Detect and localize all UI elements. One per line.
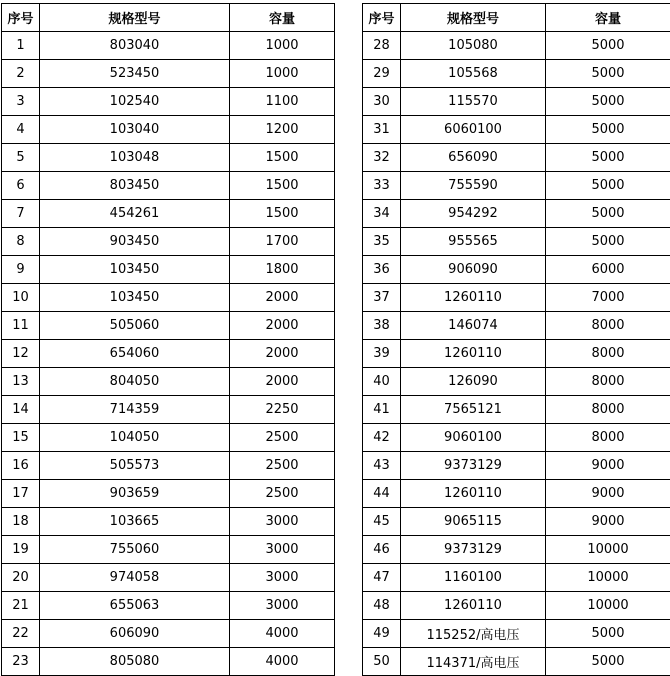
table-body-right — [363, 32, 670, 676]
cell-index: 16 — [2, 452, 40, 480]
cell-capacity: 1000 — [230, 60, 335, 88]
cell-index: 31 — [363, 116, 401, 144]
cell-index: 20 — [2, 564, 40, 592]
cell-index: 19 — [2, 536, 40, 564]
table-row — [2, 32, 335, 60]
cell-index: 46 — [363, 536, 401, 564]
table-row — [2, 564, 335, 592]
spec-table-left — [1, 3, 335, 676]
cell-index: 41 — [363, 396, 401, 424]
cell-capacity: 5000 — [546, 228, 670, 256]
cell-index: 35 — [363, 228, 401, 256]
cell-model: 974058 — [40, 564, 230, 592]
cell-model: 9060100 — [401, 424, 546, 452]
cell-capacity: 1800 — [230, 256, 335, 284]
cell-capacity: 5000 — [546, 32, 670, 60]
cell-model: 104050 — [40, 424, 230, 452]
cell-capacity: 9000 — [546, 480, 670, 508]
cell-index: 29 — [363, 60, 401, 88]
cell-capacity: 8000 — [546, 340, 670, 368]
cell-model: 103048 — [40, 144, 230, 172]
cell-model: 1160100 — [401, 564, 546, 592]
table-row — [2, 480, 335, 508]
cell-index: 37 — [363, 284, 401, 312]
cell-model: 9373129 — [401, 536, 546, 564]
cell-capacity: 5000 — [546, 60, 670, 88]
table-row — [2, 592, 335, 620]
table-row — [363, 452, 670, 480]
cell-model: 755590 — [401, 172, 546, 200]
cell-capacity: 5000 — [546, 200, 670, 228]
table-row — [363, 396, 670, 424]
cell-model: 1260110 — [401, 480, 546, 508]
cell-model: 105568 — [401, 60, 546, 88]
cell-capacity: 2500 — [230, 452, 335, 480]
cell-model: 606090 — [40, 620, 230, 648]
table-row — [2, 508, 335, 536]
cell-capacity: 4000 — [230, 648, 335, 676]
table-row — [363, 592, 670, 620]
header-model: 规格型号 — [40, 4, 230, 32]
cell-capacity: 5000 — [546, 648, 670, 676]
table-row — [2, 424, 335, 452]
table-row — [363, 116, 670, 144]
table-row — [2, 536, 335, 564]
cell-model: 755060 — [40, 536, 230, 564]
cell-index: 3 — [2, 88, 40, 116]
cell-index: 45 — [363, 508, 401, 536]
cell-model: 114371/高电压 — [401, 648, 546, 676]
cell-index: 17 — [2, 480, 40, 508]
cell-index: 5 — [2, 144, 40, 172]
cell-index: 42 — [363, 424, 401, 452]
table-row — [2, 368, 335, 396]
table-row — [363, 368, 670, 396]
cell-capacity: 1700 — [230, 228, 335, 256]
cell-capacity: 1500 — [230, 172, 335, 200]
cell-index: 36 — [363, 256, 401, 284]
cell-index: 15 — [2, 424, 40, 452]
cell-capacity: 9000 — [546, 452, 670, 480]
table-row — [2, 620, 335, 648]
table-row — [2, 340, 335, 368]
header-index: 序号 — [363, 4, 401, 32]
cell-capacity: 3000 — [230, 508, 335, 536]
table-row — [363, 340, 670, 368]
cell-model: 454261 — [40, 200, 230, 228]
table-row — [363, 648, 670, 676]
cell-index: 8 — [2, 228, 40, 256]
table-row — [363, 256, 670, 284]
cell-index: 2 — [2, 60, 40, 88]
cell-index: 22 — [2, 620, 40, 648]
cell-model: 803040 — [40, 32, 230, 60]
cell-capacity: 2500 — [230, 424, 335, 452]
cell-capacity: 1200 — [230, 116, 335, 144]
cell-capacity: 5000 — [546, 88, 670, 116]
cell-capacity: 6000 — [546, 256, 670, 284]
table-row — [363, 312, 670, 340]
cell-model: 714359 — [40, 396, 230, 424]
cell-model: 103040 — [40, 116, 230, 144]
cell-index: 48 — [363, 592, 401, 620]
cell-model: 102540 — [40, 88, 230, 116]
table-row — [363, 508, 670, 536]
table-row — [363, 228, 670, 256]
table-row — [363, 200, 670, 228]
cell-model: 146074 — [401, 312, 546, 340]
cell-model: 654060 — [40, 340, 230, 368]
table-row — [2, 172, 335, 200]
header-capacity: 容量 — [230, 4, 335, 32]
cell-model: 103450 — [40, 256, 230, 284]
cell-index: 11 — [2, 312, 40, 340]
cell-model: 1260110 — [401, 340, 546, 368]
cell-capacity: 10000 — [546, 536, 670, 564]
cell-capacity: 8000 — [546, 396, 670, 424]
cell-capacity: 5000 — [546, 116, 670, 144]
cell-index: 10 — [2, 284, 40, 312]
cell-index: 50 — [363, 648, 401, 676]
cell-capacity: 5000 — [546, 620, 670, 648]
cell-index: 43 — [363, 452, 401, 480]
table-row — [363, 620, 670, 648]
table-row — [2, 312, 335, 340]
table-row — [363, 32, 670, 60]
cell-index: 1 — [2, 32, 40, 60]
cell-index: 21 — [2, 592, 40, 620]
cell-model: 115252/高电压 — [401, 620, 546, 648]
cell-index: 12 — [2, 340, 40, 368]
cell-index: 49 — [363, 620, 401, 648]
cell-index: 13 — [2, 368, 40, 396]
spec-table-right — [362, 3, 670, 676]
table-row — [363, 284, 670, 312]
cell-capacity: 2500 — [230, 480, 335, 508]
cell-index: 4 — [2, 116, 40, 144]
cell-model: 505573 — [40, 452, 230, 480]
cell-index: 32 — [363, 144, 401, 172]
cell-index: 40 — [363, 368, 401, 396]
header-model: 规格型号 — [401, 4, 546, 32]
cell-model: 105080 — [401, 32, 546, 60]
cell-capacity: 1500 — [230, 144, 335, 172]
cell-model: 954292 — [401, 200, 546, 228]
table-row — [2, 88, 335, 116]
table-row — [363, 172, 670, 200]
table-row — [2, 452, 335, 480]
cell-index: 23 — [2, 648, 40, 676]
cell-capacity: 2000 — [230, 284, 335, 312]
table-row — [2, 200, 335, 228]
cell-capacity: 2000 — [230, 312, 335, 340]
table-row — [363, 144, 670, 172]
cell-capacity: 7000 — [546, 284, 670, 312]
cell-index: 7 — [2, 200, 40, 228]
cell-model: 9373129 — [401, 452, 546, 480]
cell-model: 805080 — [40, 648, 230, 676]
header-index: 序号 — [2, 4, 40, 32]
cell-index: 9 — [2, 256, 40, 284]
cell-index: 47 — [363, 564, 401, 592]
cell-capacity: 8000 — [546, 424, 670, 452]
cell-model: 103450 — [40, 284, 230, 312]
cell-model: 505060 — [40, 312, 230, 340]
table-row — [363, 60, 670, 88]
table-row — [2, 116, 335, 144]
table-row — [363, 424, 670, 452]
cell-capacity: 4000 — [230, 620, 335, 648]
table-row — [2, 256, 335, 284]
cell-capacity: 8000 — [546, 312, 670, 340]
cell-model: 903659 — [40, 480, 230, 508]
cell-index: 38 — [363, 312, 401, 340]
cell-index: 34 — [363, 200, 401, 228]
cell-model: 115570 — [401, 88, 546, 116]
cell-model: 656090 — [401, 144, 546, 172]
cell-model: 955565 — [401, 228, 546, 256]
cell-index: 6 — [2, 172, 40, 200]
cell-index: 14 — [2, 396, 40, 424]
cell-model: 1260110 — [401, 592, 546, 620]
cell-model: 103665 — [40, 508, 230, 536]
cell-index: 33 — [363, 172, 401, 200]
cell-model: 126090 — [401, 368, 546, 396]
table-row — [2, 648, 335, 676]
table-row — [2, 60, 335, 88]
cell-capacity: 5000 — [546, 144, 670, 172]
cell-model: 7565121 — [401, 396, 546, 424]
cell-capacity: 1500 — [230, 200, 335, 228]
cell-capacity: 5000 — [546, 172, 670, 200]
table-row — [2, 144, 335, 172]
cell-model: 655063 — [40, 592, 230, 620]
cell-capacity: 9000 — [546, 508, 670, 536]
table-row — [2, 284, 335, 312]
cell-capacity: 3000 — [230, 564, 335, 592]
cell-model: 906090 — [401, 256, 546, 284]
cell-model: 903450 — [40, 228, 230, 256]
cell-capacity: 8000 — [546, 368, 670, 396]
cell-model: 804050 — [40, 368, 230, 396]
table-row — [363, 480, 670, 508]
table-row — [2, 396, 335, 424]
header-capacity: 容量 — [546, 4, 670, 32]
cell-capacity: 10000 — [546, 592, 670, 620]
cell-capacity: 2250 — [230, 396, 335, 424]
cell-index: 39 — [363, 340, 401, 368]
cell-capacity: 10000 — [546, 564, 670, 592]
header-row — [2, 4, 335, 32]
cell-model: 1260110 — [401, 284, 546, 312]
table-row — [2, 228, 335, 256]
cell-capacity: 1000 — [230, 32, 335, 60]
cell-capacity: 3000 — [230, 592, 335, 620]
cell-index: 44 — [363, 480, 401, 508]
cell-model: 523450 — [40, 60, 230, 88]
cell-model: 6060100 — [401, 116, 546, 144]
cell-index: 18 — [2, 508, 40, 536]
header-row — [363, 4, 670, 32]
cell-capacity: 1100 — [230, 88, 335, 116]
cell-model: 803450 — [40, 172, 230, 200]
table-row — [363, 536, 670, 564]
table-row — [363, 564, 670, 592]
cell-index: 28 — [363, 32, 401, 60]
cell-model: 9065115 — [401, 508, 546, 536]
cell-capacity: 2000 — [230, 368, 335, 396]
table-body-left — [2, 32, 335, 676]
cell-index: 30 — [363, 88, 401, 116]
cell-capacity: 3000 — [230, 536, 335, 564]
cell-capacity: 2000 — [230, 340, 335, 368]
table-row — [363, 88, 670, 116]
